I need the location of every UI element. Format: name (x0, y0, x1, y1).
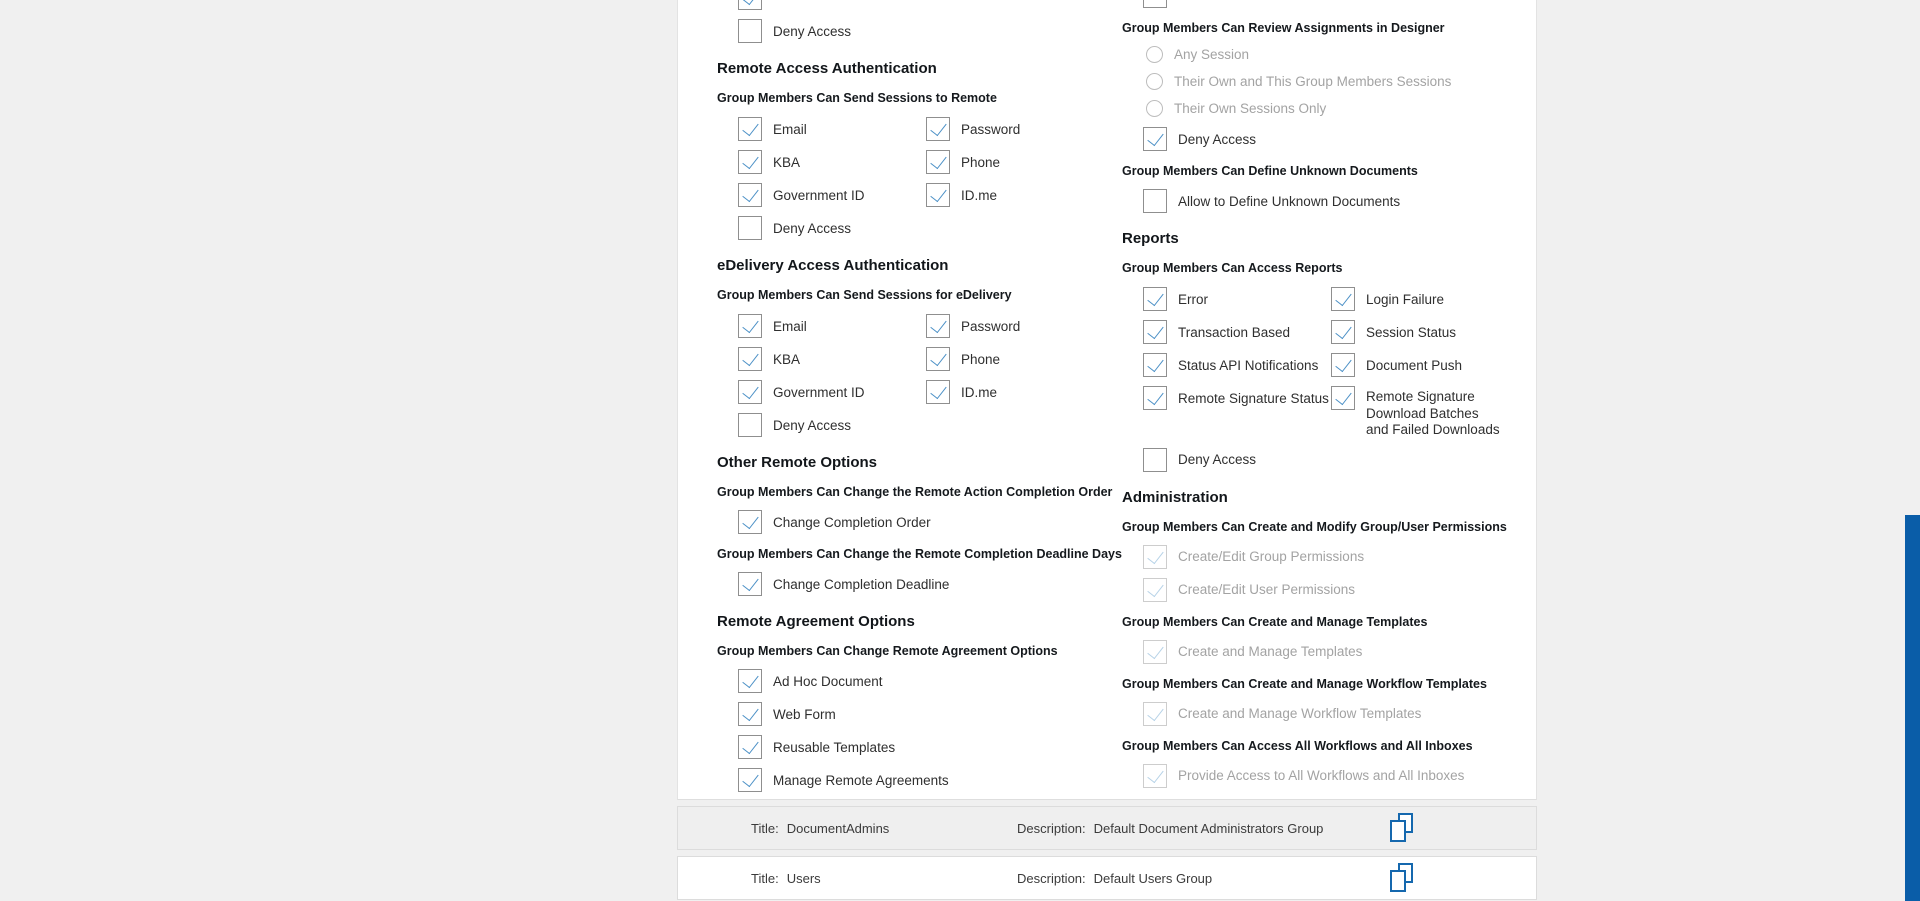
item-label: Deny Access (773, 23, 852, 39)
checkbox-government-id[interactable] (738, 380, 762, 404)
item-label: Change Completion Order (773, 514, 931, 530)
checkbox-item-email (738, 117, 926, 141)
checkbox-phone[interactable] (926, 347, 950, 371)
checkbox-create-and-manage-templates (1143, 640, 1167, 664)
perm-group (1122, 640, 1526, 664)
group-subheading-group-members-can-send-sessions-to-remote: Group Members Can Send Sessions to Remote (717, 91, 997, 105)
section-heading-remote-agreement-options: Remote Agreement Options (717, 613, 915, 630)
group-description (1017, 871, 1212, 886)
checkbox-item-remote-signature-status (1143, 386, 1331, 410)
checkbox-item-deny-access (738, 413, 1122, 437)
radio-any-session[interactable] (1146, 46, 1163, 63)
checkbox-item-kba (738, 347, 926, 371)
checkbox-allow-to-define-unknown-documents[interactable] (1143, 189, 1167, 213)
radio-item-their-own-sessions-only (1143, 98, 1526, 118)
section-heading-other-remote-options: Other Remote Options (717, 454, 878, 471)
checkbox-provide-access-to-all-workflows-and-all-inboxes (1143, 764, 1167, 788)
item-label: Their Own and This Group Members Sessions (1174, 73, 1452, 89)
checkbox-item-provide-access-to-all-workflows-and-all-inboxes (1143, 764, 1526, 788)
group-subheading-group-members-can-access-all-workflows-and-all-inboxes: Group Members Can Access All Workflows and All Inboxes (1122, 738, 1473, 753)
item-label: Create/Edit Group Permissions (1178, 549, 1365, 564)
checkbox-item-clipped (1143, 0, 1526, 8)
description-label: Description: (1017, 820, 1086, 836)
item-label: Email (773, 121, 807, 137)
item-label: KBA (773, 351, 801, 367)
checkbox-item-change-completion-order (738, 510, 1122, 534)
item-label: Manage Remote Agreements (773, 772, 949, 788)
item-label: Status API Notifications (1178, 357, 1319, 373)
checkbox-item-change-completion-deadline (738, 572, 1122, 596)
perm-group (1122, 448, 1526, 472)
checkbox-item-phone (926, 347, 1122, 371)
checkbox-email[interactable] (738, 117, 762, 141)
description-value: Default Document Administrators Group (1093, 820, 1324, 836)
copy-icon (1388, 813, 1414, 843)
item-label: Document Push (1366, 357, 1463, 373)
checkbox-item-id-me (926, 183, 1122, 207)
checkbox-item-ad-hoc-document (738, 669, 1122, 693)
copy-icon (1388, 863, 1414, 893)
checkbox-id-me[interactable] (926, 380, 950, 404)
checkbox-error[interactable] (1143, 287, 1167, 311)
title-label: Title: (751, 870, 779, 886)
checkbox-change-completion-deadline[interactable] (738, 572, 762, 596)
item-label: Change Completion Deadline (773, 576, 950, 592)
checkbox-item-error (1143, 287, 1331, 311)
checkbox-item-create-and-manage-workflow-templates (1143, 702, 1526, 726)
permissions-columns (678, 0, 1536, 792)
copy-group-button[interactable] (1388, 863, 1414, 893)
group-permissions-panel (677, 0, 1537, 800)
checkbox-ad-hoc-document[interactable] (738, 669, 762, 693)
item-label: Their Own Sessions Only (1174, 100, 1327, 116)
checkbox-transaction-based[interactable] (1143, 320, 1167, 344)
item-label: Phone (961, 154, 1001, 170)
group-title (751, 871, 821, 886)
checkbox-item-government-id (738, 183, 926, 207)
section-heading-remote-access-authentication: Remote Access Authentication (717, 60, 937, 77)
checkbox-kba[interactable] (738, 150, 762, 174)
item-label: ID.me (961, 187, 998, 203)
group-subheading-group-members-can-create-and-modify-group-user-permissions: Group Members Can Create and Modify Group/User Permissions (1122, 519, 1507, 534)
permissions-column-left (717, 0, 1122, 792)
checkbox-item-deny-access (1143, 127, 1526, 151)
checkbox-create-edit-group-permissions (1143, 545, 1167, 569)
group-subheading-group-members-can-define-unknown-documents: Group Members Can Define Unknown Documents (1122, 164, 1418, 178)
item-label: Password (961, 121, 1021, 137)
checkbox-login-failure[interactable] (1331, 287, 1355, 311)
checkbox-id-me[interactable] (926, 183, 950, 207)
group-subheading-group-members-can-change-remote-agreement-options: Group Members Can Change Remote Agreement Options (717, 644, 1058, 658)
checkbox-item-phone (926, 150, 1122, 174)
checkbox-remote-signature-status[interactable] (1143, 386, 1167, 410)
checkbox-clipped[interactable] (738, 0, 762, 10)
checkbox-item-government-id (738, 380, 926, 404)
group-subheading-group-members-can-access-reports: Group Members Can Access Reports (1122, 261, 1343, 275)
item-label: Password (961, 318, 1021, 334)
radio-their-own-and-this-group-members-sessions[interactable] (1146, 73, 1163, 90)
checkbox-email[interactable] (738, 314, 762, 338)
perm-group (1122, 702, 1526, 726)
checkbox-item-create-and-manage-templates (1143, 640, 1526, 664)
checkbox-item-login-failure (1331, 287, 1526, 311)
checkbox-item-clipped (738, 0, 1122, 10)
item-label: Ad Hoc Document (773, 673, 883, 689)
item-label: Create and Manage Templates (1178, 644, 1363, 659)
group-subheading-group-members-can-change-the-remote-action-completion-order: Group Members Can Change the Remote Action Completion Order (717, 485, 1113, 499)
checkbox-item-transaction-based (1143, 320, 1331, 344)
checkbox-create-edit-user-permissions (1143, 578, 1167, 602)
checkbox-phone[interactable] (926, 150, 950, 174)
group-subheading-group-members-can-send-sessions-for-edelivery: Group Members Can Send Sessions for eDelivery (717, 288, 1012, 302)
perm-group (1143, 278, 1526, 439)
perm-group (738, 108, 1122, 207)
checkbox-item-password (926, 314, 1122, 338)
checkbox-item-password (926, 117, 1122, 141)
group-row-users[interactable] (677, 856, 1537, 900)
checkbox-reusable-templates[interactable] (738, 735, 762, 759)
checkbox-password[interactable] (926, 314, 950, 338)
perm-group (1122, 764, 1526, 788)
checkbox-deny-access[interactable] (1143, 127, 1167, 151)
perm-group (1122, 0, 1526, 8)
item-label: Create and Manage Workflow Templates (1178, 706, 1422, 721)
checkbox-item-allow-to-define-unknown-documents (1143, 189, 1526, 213)
group-row-documentadmins[interactable] (677, 806, 1537, 850)
perm-group (1122, 545, 1526, 602)
item-label: Session Status (1366, 324, 1457, 340)
checkbox-item-create-edit-user-permissions (1143, 578, 1526, 602)
perm-group (717, 216, 1122, 240)
item-label: Allow to Define Unknown Documents (1178, 193, 1401, 209)
item-label: Government ID (773, 384, 865, 400)
checkbox-create-and-manage-workflow-templates (1143, 702, 1167, 726)
checkbox-item-id-me (926, 380, 1122, 404)
description-value: Default Users Group (1093, 870, 1213, 886)
item-label: Remote Signature Status (1178, 390, 1329, 406)
checkbox-deny-access[interactable] (1143, 448, 1167, 472)
checkbox-item-email (738, 314, 926, 338)
group-subheading-group-members-can-create-and-manage-workflow-templates: Group Members Can Create and Manage Workflow Templates (1122, 676, 1487, 691)
checkbox-item-reusable-templates (738, 735, 1122, 759)
checkbox-item-deny-access (1143, 448, 1526, 472)
checkbox-item-web-form (738, 702, 1122, 726)
checkbox-deny-access[interactable] (738, 19, 762, 43)
group-subheading-group-members-can-review-assignments-in-designer: Group Members Can Review Assignments in Designer (1122, 21, 1445, 35)
checkbox-item-deny-access (738, 19, 1122, 43)
section-heading-edelivery-access-authentication: eDelivery Access Authentication (717, 257, 949, 274)
checkbox-status-api-notifications[interactable] (1143, 353, 1167, 377)
item-label: Login Failure (1366, 291, 1445, 307)
item-label: Reusable Templates (773, 739, 896, 755)
checkbox-kba[interactable] (738, 347, 762, 371)
item-label: Deny Access (1178, 131, 1257, 147)
item-label: Create/Edit User Permissions (1178, 582, 1356, 597)
scrollbar-thumb[interactable] (1905, 515, 1920, 901)
item-label: Deny Access (1178, 452, 1257, 467)
item-label: Government ID (773, 187, 865, 203)
item-label: Remote Signature Download Batches and Failed Downloads (1366, 389, 1500, 437)
title-label: Title: (751, 820, 779, 836)
checkbox-item-deny-access (738, 216, 1122, 240)
checkbox-change-completion-order[interactable] (738, 510, 762, 534)
perm-group (717, 413, 1122, 437)
checkbox-web-form[interactable] (738, 702, 762, 726)
description-label: Description: (1017, 870, 1086, 886)
perm-group (717, 669, 1122, 792)
copy-group-button[interactable] (1388, 813, 1414, 843)
item-label: KBA (773, 154, 801, 170)
checkbox-remote-signature-download-batches-and-failed-downloads[interactable] (1331, 386, 1355, 410)
checkbox-item-session-status (1331, 320, 1526, 344)
item-label: Provide Access to All Workflows and All Inboxes (1178, 768, 1465, 783)
item-label: ID.me (961, 384, 998, 400)
item-label: Transaction Based (1178, 324, 1291, 340)
item-label: Deny Access (773, 417, 852, 433)
section-heading-reports: Reports (1122, 230, 1179, 247)
checkbox-password[interactable] (926, 117, 950, 141)
group-description (1017, 821, 1323, 836)
checkbox-manage-remote-agreements[interactable] (738, 768, 762, 792)
item-label: Error (1178, 291, 1208, 307)
checkbox-item-status-api-notifications (1143, 353, 1331, 377)
checkbox-document-push[interactable] (1331, 353, 1355, 377)
perm-group (1122, 44, 1526, 151)
group-title (751, 821, 889, 836)
checkbox-deny-access[interactable] (738, 413, 762, 437)
perm-group (717, 510, 1122, 534)
radio-their-own-sessions-only[interactable] (1146, 100, 1163, 117)
item-label: Phone (961, 351, 1001, 367)
item-label: Deny Access (773, 220, 852, 236)
perm-group (717, 0, 1122, 43)
title-value: DocumentAdmins (786, 820, 890, 836)
item-label: Email (773, 318, 807, 334)
checkbox-item-create-edit-group-permissions (1143, 545, 1526, 569)
checkbox-item-manage-remote-agreements (738, 768, 1122, 792)
checkbox-government-id[interactable] (738, 183, 762, 207)
radio-item-any-session (1143, 44, 1526, 64)
checkbox-item-kba (738, 150, 926, 174)
item-label: Web Form (773, 706, 836, 722)
perm-group (738, 305, 1122, 404)
checkbox-item-remote-signature-download-batches-and-failed-downloads (1331, 386, 1526, 439)
group-subheading-group-members-can-change-the-remote-completion-deadline-days: Group Members Can Change the Remote Completion Deadline Days (717, 547, 1122, 561)
checkbox-deny-access[interactable] (738, 216, 762, 240)
perm-group (1122, 189, 1526, 213)
checkbox-item-document-push (1331, 353, 1526, 377)
checkbox-session-status[interactable] (1331, 320, 1355, 344)
item-label: Any Session (1174, 46, 1250, 62)
perm-group (717, 572, 1122, 596)
checkbox-clipped[interactable] (1143, 0, 1167, 8)
permissions-column-right (1122, 0, 1536, 792)
title-value: Users (786, 870, 821, 886)
group-subheading-group-members-can-create-and-manage-templates: Group Members Can Create and Manage Templates (1122, 614, 1428, 629)
section-heading-administration: Administration (1122, 488, 1228, 506)
radio-item-their-own-and-this-group-members-sessions (1143, 71, 1526, 91)
